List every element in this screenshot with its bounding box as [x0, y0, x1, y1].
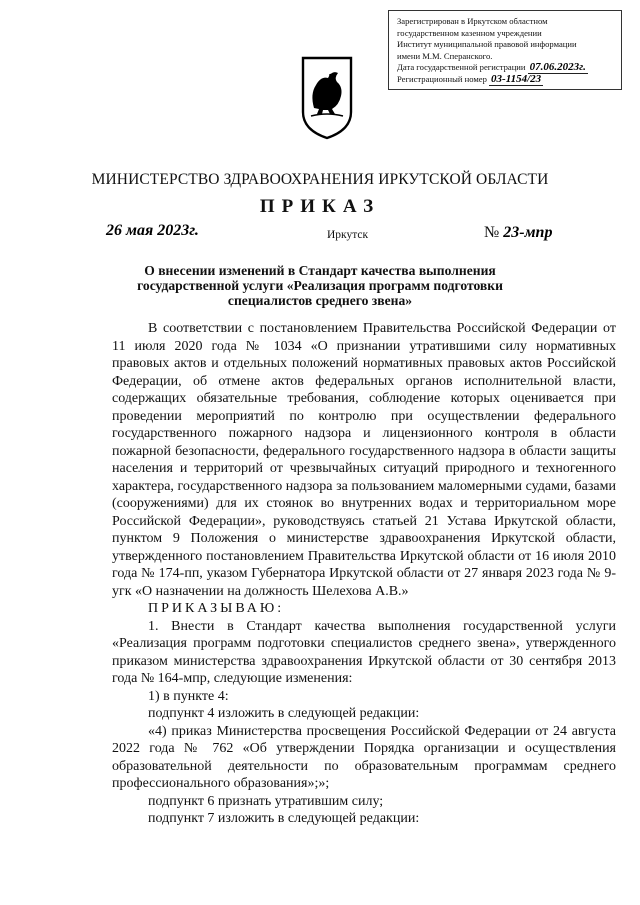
coat-of-arms-icon — [301, 56, 353, 140]
document-type: ПРИКАЗ — [259, 196, 381, 217]
paragraph: «4) приказ Министерства просвещения Российской Федерации от 24 августа 2022 года № 762 «Об утверждении Порядка организации и осуществления образовательной деятельности по образовательным программам среднего профессионального образования»;»; — [112, 723, 616, 791]
number-sign: № — [484, 224, 500, 241]
stamp-line: государственном казенном учреждении — [397, 27, 542, 38]
document-city: Иркутск — [327, 229, 369, 241]
stamp-reg-label: Регистрационный номер — [397, 73, 487, 84]
document-number — [484, 224, 552, 242]
paragraph: 1. Внести в Стандарт качества выполнения государственной услуги «Реализация программ подготовки специалистов среднего звена», утвержденного приказом министерства здравоохранения Иркутской области от 30 сентября 2013 года № 164-мпр, следующие изменения: — [112, 618, 616, 686]
document-body — [112, 320, 616, 828]
stamp-line: Институт муниципальной правовой информации — [397, 39, 577, 50]
stamp-line: Зарегистрирован в Иркутском областном — [397, 16, 548, 26]
ministry-name: МИНИСТЕРСТВО ЗДРАВООХРАНЕНИЯ ИРКУТСКОЙ ОБЛАСТИ — [91, 171, 549, 188]
paragraph: В соответствии с постановлением Правительства Российской Федерации от 11 июля 2020 года № 1034 «О признании утратившими силу нормативных правовых актов и отдельных положений нормативных правовых актов Российской Федерации, об отмене актов федеральных органов исполнительной власти, содержащих обязательные требования, соблюдение которых оценивается при проведении мероприятий по контролю при осуществлении федерального государственного пожарного надзора и лицензионного контроля в области пожарной безопасности, федерального государственного надзора в области защиты населения и территорий от чрезвычайных ситуаций природного и техногенного характера, государственного надзора за пользованием маломерными судами, базами (сооружениями) для их стоянок во внутренних водах и территориальном море Российской Федерации», руководствуясь статьей 21 Устава Иркутской области, пунктом 9 Положения о министерстве здравоохранения Иркутской области, утвержденного постановлением Правительства Иркутской области от 16 июля 2010 года № 174-пп, указом Губернатора Иркутской области от 27 января 2023 года № 9-угк «О назначении на должность Шелехова А.В.» — [112, 321, 616, 599]
paragraph: 1) в пункте 4: — [148, 688, 229, 704]
document-title: О внесении изменений в Стандарт качества выполнения государственной услуги «Реализация программ подготовки специалистов среднего звена» — [137, 263, 503, 308]
stamp-reg-value: 03-1154/23 — [491, 73, 542, 85]
paragraph: подпункт 4 изложить в следующей редакции: — [148, 706, 420, 721]
number-value: 23-мпр — [503, 224, 553, 241]
stamp-reg-row — [397, 74, 615, 86]
paragraph: подпункт 6 признать утратившим силу; — [148, 793, 384, 809]
registration-stamp — [388, 10, 622, 90]
stamp-date-value: 07.06.2023г. — [529, 62, 586, 74]
paragraph-order: ПРИКАЗЫВАЮ: — [148, 601, 285, 616]
stamp-date-label: Дата государственной регистрации — [397, 62, 526, 73]
paragraph: подпункт 7 изложить в следующей редакции: — [148, 811, 420, 826]
stamp-line: имени М.М. Сперанского. — [397, 50, 493, 61]
document-date: 26 мая 2023г. — [106, 222, 199, 239]
stamp-date-row — [397, 62, 615, 74]
